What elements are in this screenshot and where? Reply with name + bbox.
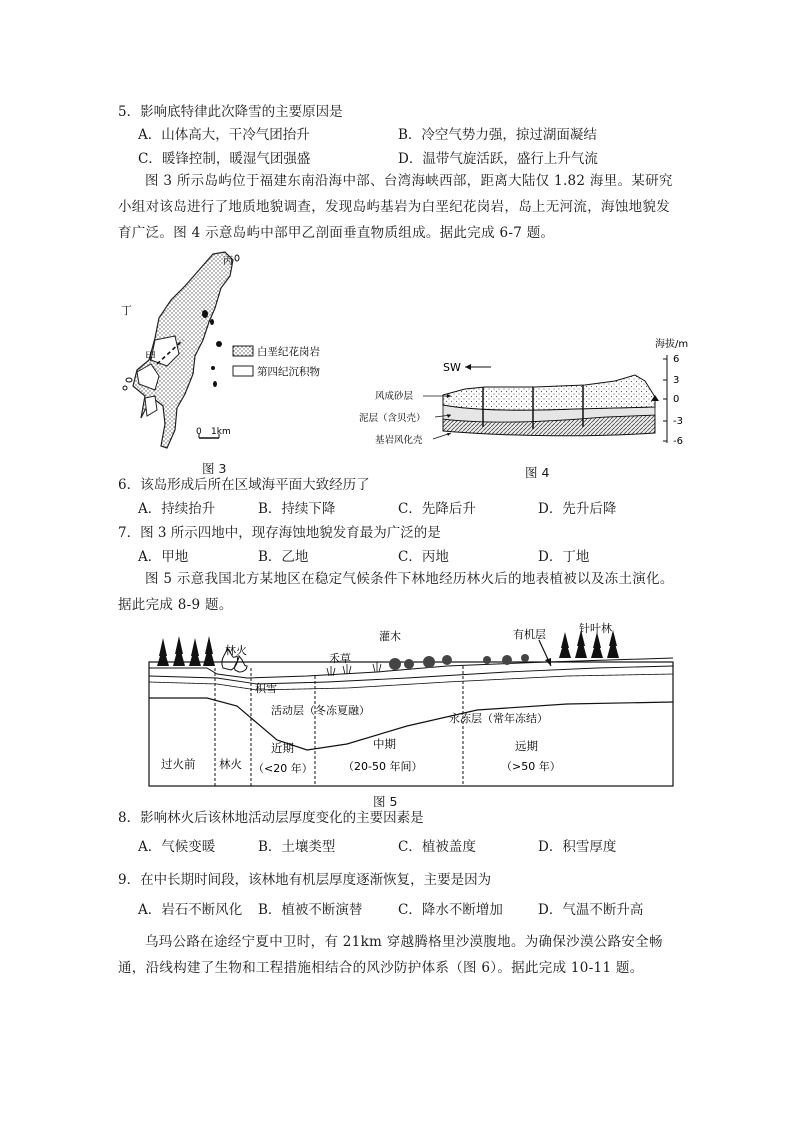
tick-label: -3 xyxy=(673,416,683,427)
q7-stem: 7．图 3 所示四地中，现存海蚀地貌发育最为广泛的是 xyxy=(118,525,441,541)
scale-length: 1km xyxy=(211,427,231,437)
fig5-far: 远期 xyxy=(515,739,538,753)
sediment-patch xyxy=(145,396,157,416)
q5-option-c: C．暖锋控制，暖湿气团强盛 xyxy=(138,151,311,167)
tick-label: -6 xyxy=(673,436,683,447)
legend-granite-swatch xyxy=(233,346,253,356)
fig5-near: 近期 xyxy=(271,741,294,755)
fig5-active-layer-label: 活动层（冬冻夏融） xyxy=(271,704,370,717)
q7-option-d: D．丁地 xyxy=(538,549,590,565)
label-ding: 丁 xyxy=(121,304,132,317)
axis-title: 海拔/m xyxy=(655,339,689,350)
q9-option-b: B．植被不断演替 xyxy=(258,902,363,918)
fig5-before-fire: 过火前 xyxy=(161,757,196,771)
figure-3-map xyxy=(115,248,365,458)
scale-zero: 0 xyxy=(196,427,202,437)
layer-mud-label: 泥层（含贝壳） xyxy=(359,413,426,424)
q9-option-a: A．岩石不断风化 xyxy=(138,902,243,918)
tick-label: 0 xyxy=(673,394,680,405)
fig5-mid-span: （20-50 年间） xyxy=(343,760,423,773)
fig5-permafrost-label: 永冻层（常年冻结） xyxy=(449,712,548,725)
q8-option-c: C．植被盖度 xyxy=(398,839,476,855)
intro-6-7: 图 3 所示岛屿位于福建东南沿海中部、台湾海峡西部，距离大陆仅 1.82 海里。某研究小组对该岛进行了地质地貌调查，发现岛屿基岩为白垩纪花岗岩，岛上无河流，海蚀地貌发育广泛。图 4 示意岛屿中部甲乙剖面垂直物质组成。据此完成 6-7 题。 xyxy=(118,173,673,241)
layer-sand-label: 风成砂层 xyxy=(375,391,414,402)
intro-8-9: 图 5 示意我国北方某地区在稳定气候条件下林地经历林火后的地表植被以及冻土演化。据此完成 8-9 题。 xyxy=(118,571,674,613)
fig5-near-span: （<20 年） xyxy=(253,762,313,775)
figure-4-caption: 图 4 xyxy=(525,465,550,480)
q5-option-a: A．山体高大，干冷气团抬升 xyxy=(138,127,310,143)
figure-3-caption: 图 3 xyxy=(202,461,227,476)
legend-granite-label: 白垩纪花岗岩 xyxy=(257,346,320,358)
fig5-organic-label: 有机层 xyxy=(513,628,546,641)
intro-10-11: 乌玛公路在途经宁夏中卫时，有 21km 穿越腾格里沙漠腹地。为确保沙漠公路安全畅通，沿线构建了生物和工程措施相结合的风沙防护体系（图 6）。据此完成 10-11 题。 xyxy=(118,934,663,976)
q8-option-a: A．气候变暖 xyxy=(138,839,216,855)
q8-stem: 8．影响林火后该林地活动层厚度变化的主要因素是 xyxy=(118,810,424,826)
q6-option-b: B．持续下降 xyxy=(258,501,336,517)
label-bing: 丙 xyxy=(223,256,233,267)
fig5-conifer-label: 针叶林 xyxy=(579,622,612,635)
legend-quaternary-swatch xyxy=(233,366,253,376)
q7-option-a: A．甲地 xyxy=(138,549,189,565)
figure-5-caption: 图 5 xyxy=(373,794,398,809)
q7-option-c: C．丙地 xyxy=(398,549,449,565)
q9-stem: 9．在中长期时间段，该林地有机层厚度逐渐恢复，主要是因为 xyxy=(118,872,492,888)
q6-option-c: C．先降后升 xyxy=(398,501,476,517)
q6-option-d: D．先升后降 xyxy=(538,501,617,517)
direction-label: SW xyxy=(443,361,461,374)
tick-label: 3 xyxy=(673,375,680,386)
q6-option-a: A．持续抬升 xyxy=(138,501,216,517)
q9-option-d: D．气温不断升高 xyxy=(538,902,644,918)
fig5-fire-stage: 林火 xyxy=(219,757,242,771)
fig5-far-span: （>50 年） xyxy=(501,760,561,773)
q7-option-b: B．乙地 xyxy=(258,549,309,565)
q8-option-d: D．积雪厚度 xyxy=(538,839,617,855)
fig5-mid: 中期 xyxy=(373,737,396,751)
fig5-shrub-label: 灌木 xyxy=(379,630,401,643)
legend-quaternary-label: 第四纪沉积物 xyxy=(257,366,320,378)
fig5-grass-label: 禾草 xyxy=(329,652,351,665)
fig5-snow-label: 积雪 xyxy=(255,682,277,695)
q8-option-b: B．土壤类型 xyxy=(258,839,336,855)
layer-bedrock-label: 基岩风化壳 xyxy=(375,435,423,446)
fig5-fire-label: 林火 xyxy=(225,644,247,657)
q5-stem: 5．影响底特律此次降雪的主要原因是 xyxy=(118,104,343,120)
q5-option-d: D．温带气旋活跃，盛行上升气流 xyxy=(398,151,598,167)
q9-option-c: C．降水不断增加 xyxy=(398,902,503,918)
q6-stem: 6．该岛形成后所在区域海平面大致经历了 xyxy=(118,477,370,493)
figure-4-profile xyxy=(355,335,695,450)
label-jia: 甲 xyxy=(145,350,156,363)
figure-5-diagram xyxy=(147,620,677,788)
tick-label: 6 xyxy=(673,354,680,365)
q5-option-b: B．冷空气势力强，掠过湖面凝结 xyxy=(398,127,597,143)
